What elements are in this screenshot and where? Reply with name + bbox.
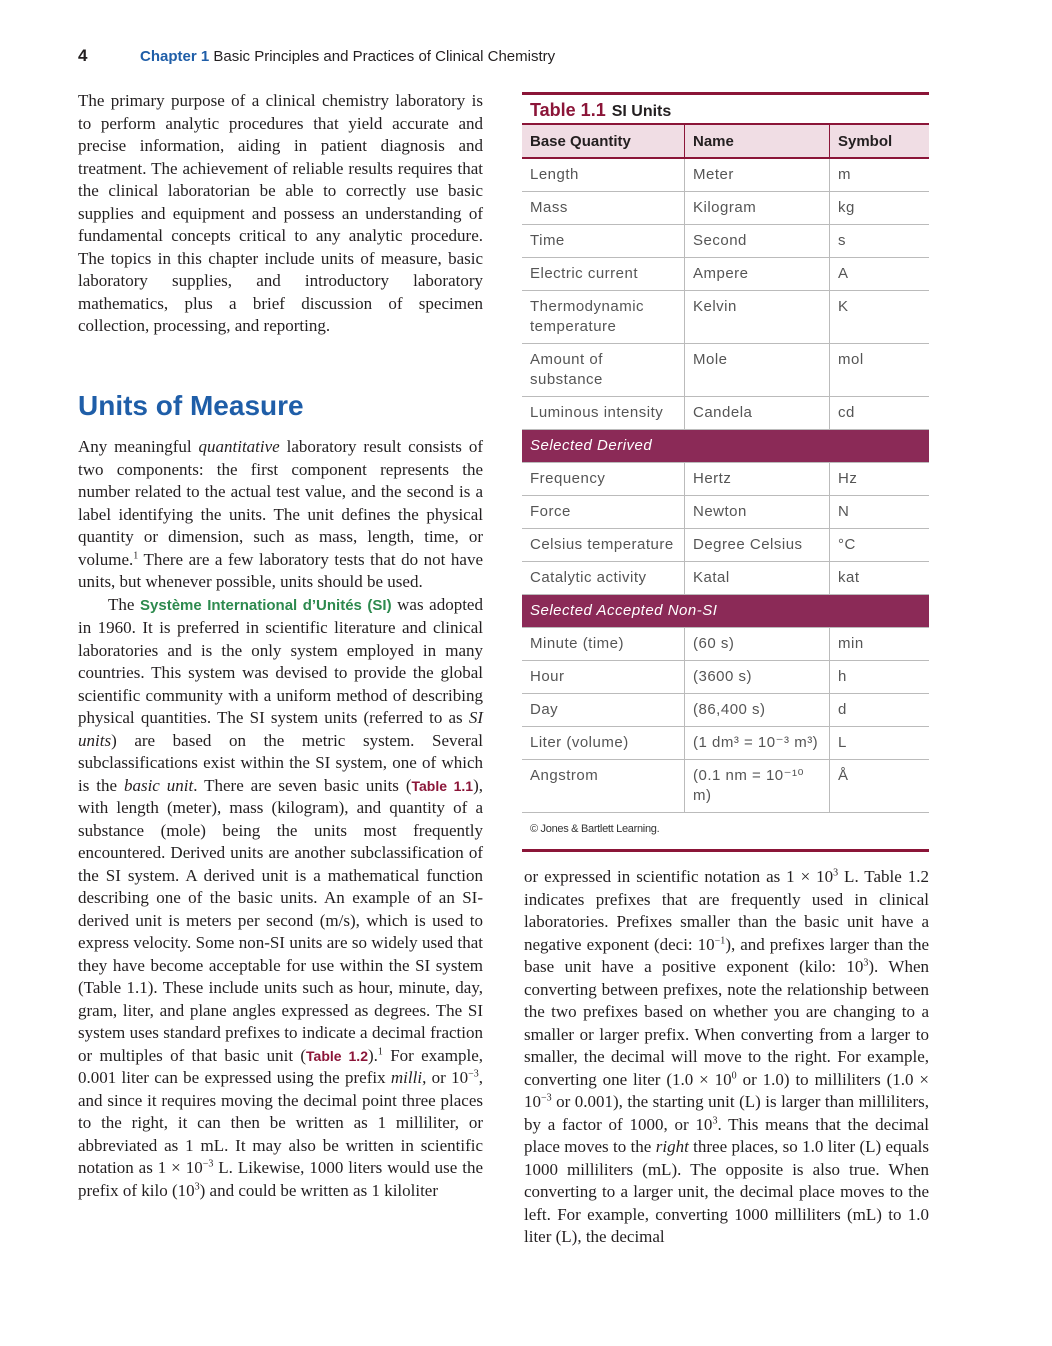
- table-ref-1-2[interactable]: Table 1.2: [306, 1047, 368, 1064]
- table-row: [522, 158, 929, 192]
- cell-quantity: Frequency: [522, 463, 685, 496]
- cell-symbol: A: [830, 258, 930, 291]
- cell-name: (1 dm³ = 10⁻³ m³): [685, 727, 830, 760]
- cell-name: (0.1 nm = 10⁻¹⁰ m): [685, 760, 830, 813]
- cell-quantity: Angstrom: [522, 760, 685, 813]
- table-ref-1-1[interactable]: Table 1.1: [411, 777, 474, 794]
- cell-name: Katal: [685, 562, 830, 595]
- paragraph-prefixes: or expressed in scientific notation as $1 \times 10^3$ L. Table 1.2 indicates prefixes that are frequently used in clinical laboratories. Prefixes smaller than the basic unit have a negative exponent (deci: $10^{-1}$), and prefixes larger than the base unit have a positive exponent (kilo: $10^3$). When converting between prefixes, note the relationship between the two prefixes based on whether you are changing to a smaller or larger prefix. When converting from a larger to smaller, the decimal will move to the right. For example, converting one liter ($1.0 \times 10^0$ or 1.0) to milliliters ($1.0 \times 10^{-3}$ or 0.001), the starting unit (L) is larger than milliliters, by a factor of 1000, or $10^3$. This means that the decimal place moves to the right three places, so 1.0 liter (L) equals 1000 milliliters (mL). The opposite is also true. When converting to a larger unit, the decimal place moves to the left. For example, converting 1000 milliliters (mL) to 1.0 liter (L), the decimal: [524, 867, 930, 1246]
- cell-name: Ampere: [685, 258, 830, 291]
- section-label: Selected Accepted Non-SI: [522, 595, 929, 628]
- cell-symbol: m: [830, 158, 930, 192]
- running-header: [78, 44, 978, 70]
- cell-symbol: K: [830, 291, 930, 344]
- cell-name: Kelvin: [685, 291, 830, 344]
- table-row: [522, 760, 929, 813]
- cell-quantity: Hour: [522, 661, 685, 694]
- intro-text: The primary purpose of a clinical chemistry laboratory is to perform analytic procedures that yield accurate and precise information, aiding in patient diagnosis and treatment. The achievement of reliable results requires that the clinical laboratorian be able to correctly use basic supplies and equipment and possess an understanding of fundamental concepts critical to any analytic procedure. The topics in this chapter include units of measure, basic laboratory supplies, and introductory laboratory mathematics, plus a brief discussion of specimen collection, processing, and reporting.: [78, 91, 483, 335]
- cell-symbol: °C: [830, 529, 930, 562]
- table-number: Table 1.1: [530, 100, 606, 120]
- col-header-symbol: Symbol: [830, 124, 930, 158]
- key-term-si[interactable]: Système International d’Unités (SI): [140, 596, 392, 614]
- chapter-title: [140, 48, 555, 65]
- table-row: [522, 628, 929, 661]
- table-row: [522, 562, 929, 595]
- table-header-row: [522, 124, 929, 158]
- cell-symbol: h: [830, 661, 930, 694]
- section-label: Selected Derived: [522, 430, 929, 463]
- cell-name: Candela: [685, 397, 830, 430]
- cell-symbol: N: [830, 496, 930, 529]
- cell-symbol: s: [830, 225, 930, 258]
- table-row: [522, 225, 929, 258]
- cell-quantity: Amount of substance: [522, 344, 685, 397]
- cell-symbol: kat: [830, 562, 930, 595]
- col-header-name: Name: [685, 124, 830, 158]
- table-section-row: [522, 595, 929, 628]
- cell-quantity: Catalytic activity: [522, 562, 685, 595]
- table-row: [522, 192, 929, 225]
- cell-name: Degree Celsius: [685, 529, 830, 562]
- cell-quantity: Electric current: [522, 258, 685, 291]
- cell-quantity: Luminous intensity: [522, 397, 685, 430]
- table-caption: [522, 95, 929, 123]
- cell-symbol: L: [830, 727, 930, 760]
- cell-symbol: mol: [830, 344, 930, 397]
- table-row: [522, 397, 929, 430]
- table-body: [522, 158, 929, 813]
- body-text-right: [524, 866, 929, 1249]
- table-row: [522, 661, 929, 694]
- col-header-base-quantity: Base Quantity: [522, 124, 685, 158]
- table-row: [522, 496, 929, 529]
- table-name: SI Units: [611, 103, 672, 120]
- cell-name: Mole: [685, 344, 830, 397]
- table-row: [522, 463, 929, 496]
- cell-symbol: Å: [830, 760, 930, 813]
- intro-paragraph: [78, 90, 483, 338]
- cell-name: Newton: [685, 496, 830, 529]
- cell-symbol: Hz: [830, 463, 930, 496]
- cell-quantity: Celsius temperature: [522, 529, 685, 562]
- cell-quantity: Thermodynamic temperature: [522, 291, 685, 344]
- page-number: 4: [78, 46, 88, 65]
- cell-symbol: cd: [830, 397, 930, 430]
- paragraph-units: Any meaningful quantitative laboratory result consists of two components: the first component represents the number related to the actual test value, and the second is a label identifying the units. The unit defines the physical quantity or dimension, such as mass, length, time, or volume.$^1$ There are a few laboratory tests that do not have units, but whenever possible, units should be used.: [78, 437, 483, 591]
- chapter-name: Basic Principles and Practices of Clinical Chemistry: [213, 48, 556, 65]
- cell-name: Hertz: [685, 463, 830, 496]
- cell-name: (60 s): [685, 628, 830, 661]
- cell-name: (3600 s): [685, 661, 830, 694]
- table-grid: [522, 123, 929, 813]
- cell-symbol: d: [830, 694, 930, 727]
- table-bottom-rule: [522, 849, 929, 852]
- cell-name: (86,400 s): [685, 694, 830, 727]
- table-row: [522, 291, 929, 344]
- cell-quantity: Force: [522, 496, 685, 529]
- paragraph-si: The Système International d’Unités (SI) was adopted in 1960. It is preferred in scientific literature and clinical laboratories and is the only system employed in many countries. This system was devised to provide the global scientific community with a uniform method of describing physical quantities. The SI system units (referred to as SI units) are based on the metric system. Several subclassifications exist within the SI system, one of which is the basic unit. There are seven basic units (Table 1.1), with length (meter), mass (kilogram), and quantity of a substance (mole) being the units most frequently encountered. Derived units are another subclassification of the SI system. A derived unit is a mathematical function describing one of the basic units. An example of an SI-derived unit is meters per second (m/s), which is used to express velocity. Some non-SI units are so widely used that they have become acceptable for use within the SI system (Table 1.1). These include units such as hour, minute, day, gram, liter, and plane angles expressed as degrees. The SI system uses standard prefixes to indicate a decimal fraction or multiples of that basic unit (Table 1.2).$^1$ For example, 0.001 liter can be expressed using the prefix milli, or $10^{-3}$, and since it requires moving the decimal point three places to the right, it can then be written as 1 milliliter, or abbreviated as 1 mL. It may also be written in scientific notation as $1 \times 10^{-3}$ L. Likewise, 1000 liters would use the prefix of kilo $(10^3)$ and could be written as 1 kiloliter: [78, 594, 483, 1200]
- body-text-left: [78, 436, 483, 1202]
- table-credit: © Jones & Bartlett Learning.: [530, 823, 660, 835]
- table-row: [522, 529, 929, 562]
- cell-name: Meter: [685, 158, 830, 192]
- table-section-row: [522, 430, 929, 463]
- si-units-table: [522, 92, 929, 852]
- table-row: [522, 694, 929, 727]
- cell-quantity: Time: [522, 225, 685, 258]
- cell-quantity: Day: [522, 694, 685, 727]
- table-row: [522, 727, 929, 760]
- chapter-label: Chapter 1: [140, 48, 210, 65]
- cell-quantity: Length: [522, 158, 685, 192]
- cell-quantity: Mass: [522, 192, 685, 225]
- table-row: [522, 258, 929, 291]
- table-row: [522, 344, 929, 397]
- cell-quantity: Liter (volume): [522, 727, 685, 760]
- cell-symbol: kg: [830, 192, 930, 225]
- cell-quantity: Minute (time): [522, 628, 685, 661]
- section-heading: Units of Measure: [78, 390, 304, 421]
- cell-name: Second: [685, 225, 830, 258]
- cell-name: Kilogram: [685, 192, 830, 225]
- cell-symbol: min: [830, 628, 930, 661]
